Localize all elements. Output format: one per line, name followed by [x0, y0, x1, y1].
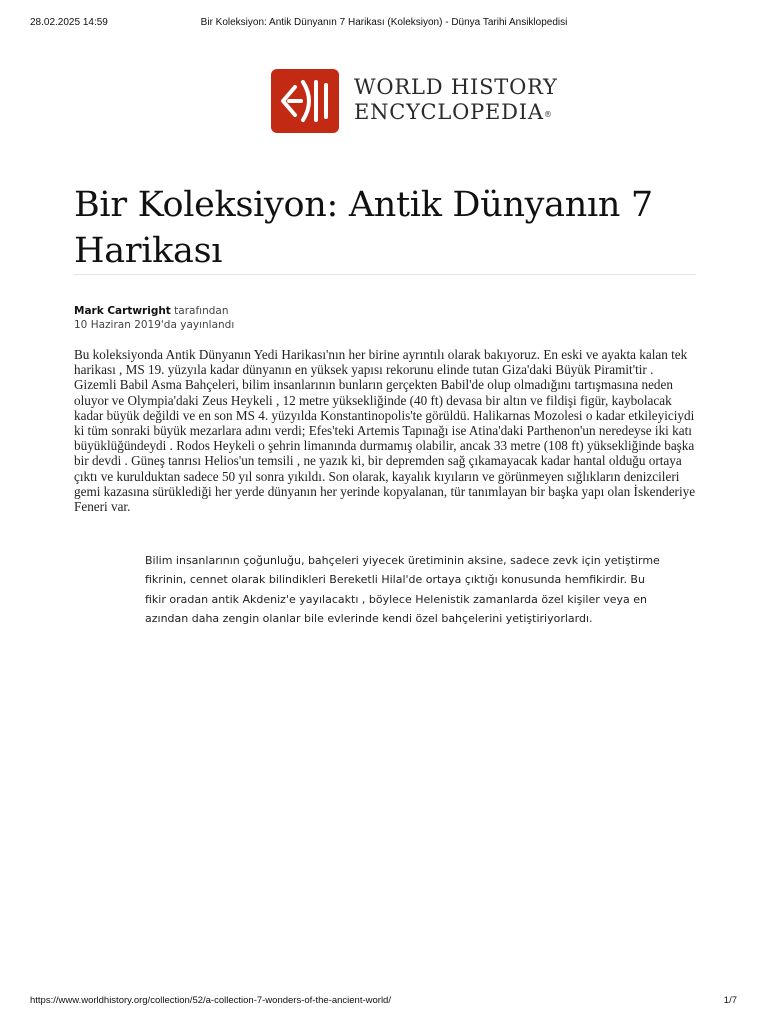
article-intro: Bu koleksiyonda Antik Dünyanın Yedi Harikası'nın her birine ayrıntılı olarak bakıyoruz. En eski ve ayakta kalan tek harikası , MS 19. yüzyıla kadar dünyanın en yüksek yapısı rekorunu elinde tutan Giza'daki Büyük Piramit'tir . Gizemli Babil Asma Bahçeleri, bilim insanlarının bunların gerçekten Babil'de olup olmadığını tartışmasına neden oluyor ve Olympia'daki Zeus Heykeli , 12 metre yüksekliğinde (40 ft) devasa bir altın ve fildişi figür, kaybolacak kadar büyük değildi ve en son MS 4. yüzyılda Konstantinopolis'te görüldü. Halikarnas Mozolesi o kadar etkileyiciydi ki tüm sonraki büyük mezarlara adını verdi; Efes'teki Artemis Tapınağı ise Atina'daki Parthenon'un neredeyse iki katı büyüklüğündeydi . Rodos Heykeli o şehrin limanında durmamış olabilir, ancak 33 metre (108 ft) yüksekliğinde başka bir devdi . Güneş tanrısı Helios'un temsili , ne yazık ki, bir depremden sağ çıkamayacak kadar hantal olduğu ortaya çıktı ve kurulduktan sadece 50 yıl sonra yıkıldı. Son olarak, kayalık kıyıların ve görünmeyen sığlıkların denizcileri gemi kazasına sürüklediği her yerde dünyanın her yerinde kopyalanan, tür tanımlayan bir başka yapı olan İskenderiye Feneri var.	[74, 347, 696, 515]
author-line	[74, 304, 234, 318]
print-url: https://www.worldhistory.org/collection/52/a-collection-7-wonders-of-the-ancient-world/	[30, 995, 391, 1006]
byline	[74, 304, 234, 332]
logo-wordmark	[354, 75, 558, 125]
print-header	[0, 17, 768, 31]
article-title: Bir Koleksiyon: Antik Dünyanın 7 Harikası	[74, 185, 653, 271]
page-number: 1/7	[723, 995, 737, 1006]
registered-mark: ®	[543, 110, 553, 119]
logo-line-2-text: ENCYCLOPEDIA	[354, 100, 544, 124]
print-datetime: 28.02.2025 14:59	[30, 17, 108, 28]
print-footer	[0, 995, 768, 1009]
logo-line-1: WORLD HISTORY	[354, 75, 558, 99]
logo-line-2	[354, 100, 558, 125]
author-name[interactable]: Mark Cartwright	[74, 305, 171, 317]
author-suffix: tarafından	[174, 305, 229, 317]
publish-date: 10 Haziran 2019'da yayınlandı	[74, 319, 235, 331]
title-divider	[74, 274, 696, 275]
logo-mark-icon	[271, 69, 339, 133]
site-logo[interactable]	[271, 69, 571, 133]
print-document-title: Bir Koleksiyon: Antik Dünyanın 7 Harikası (Koleksiyon) - Dünya Tarihi Ansiklopedisi	[200, 17, 568, 28]
article-quote: Bilim insanlarının çoğunluğu, bahçeleri yiyecek üretiminin aksine, sadece zevk için yetiştirme fikrinin, cennet olarak bilindikleri Bereketli Hilal'de ortaya çıktığı konusunda hemfikirdir. Bu fikir oradan antik Akdeniz'e yayılacaktı , böylece Helenistik zamanlarda özel kişiler veya en azından daha zengin olanlar bile evlerinde kendi özel bahçelerini yetiştiriyorlardı.	[145, 554, 660, 626]
